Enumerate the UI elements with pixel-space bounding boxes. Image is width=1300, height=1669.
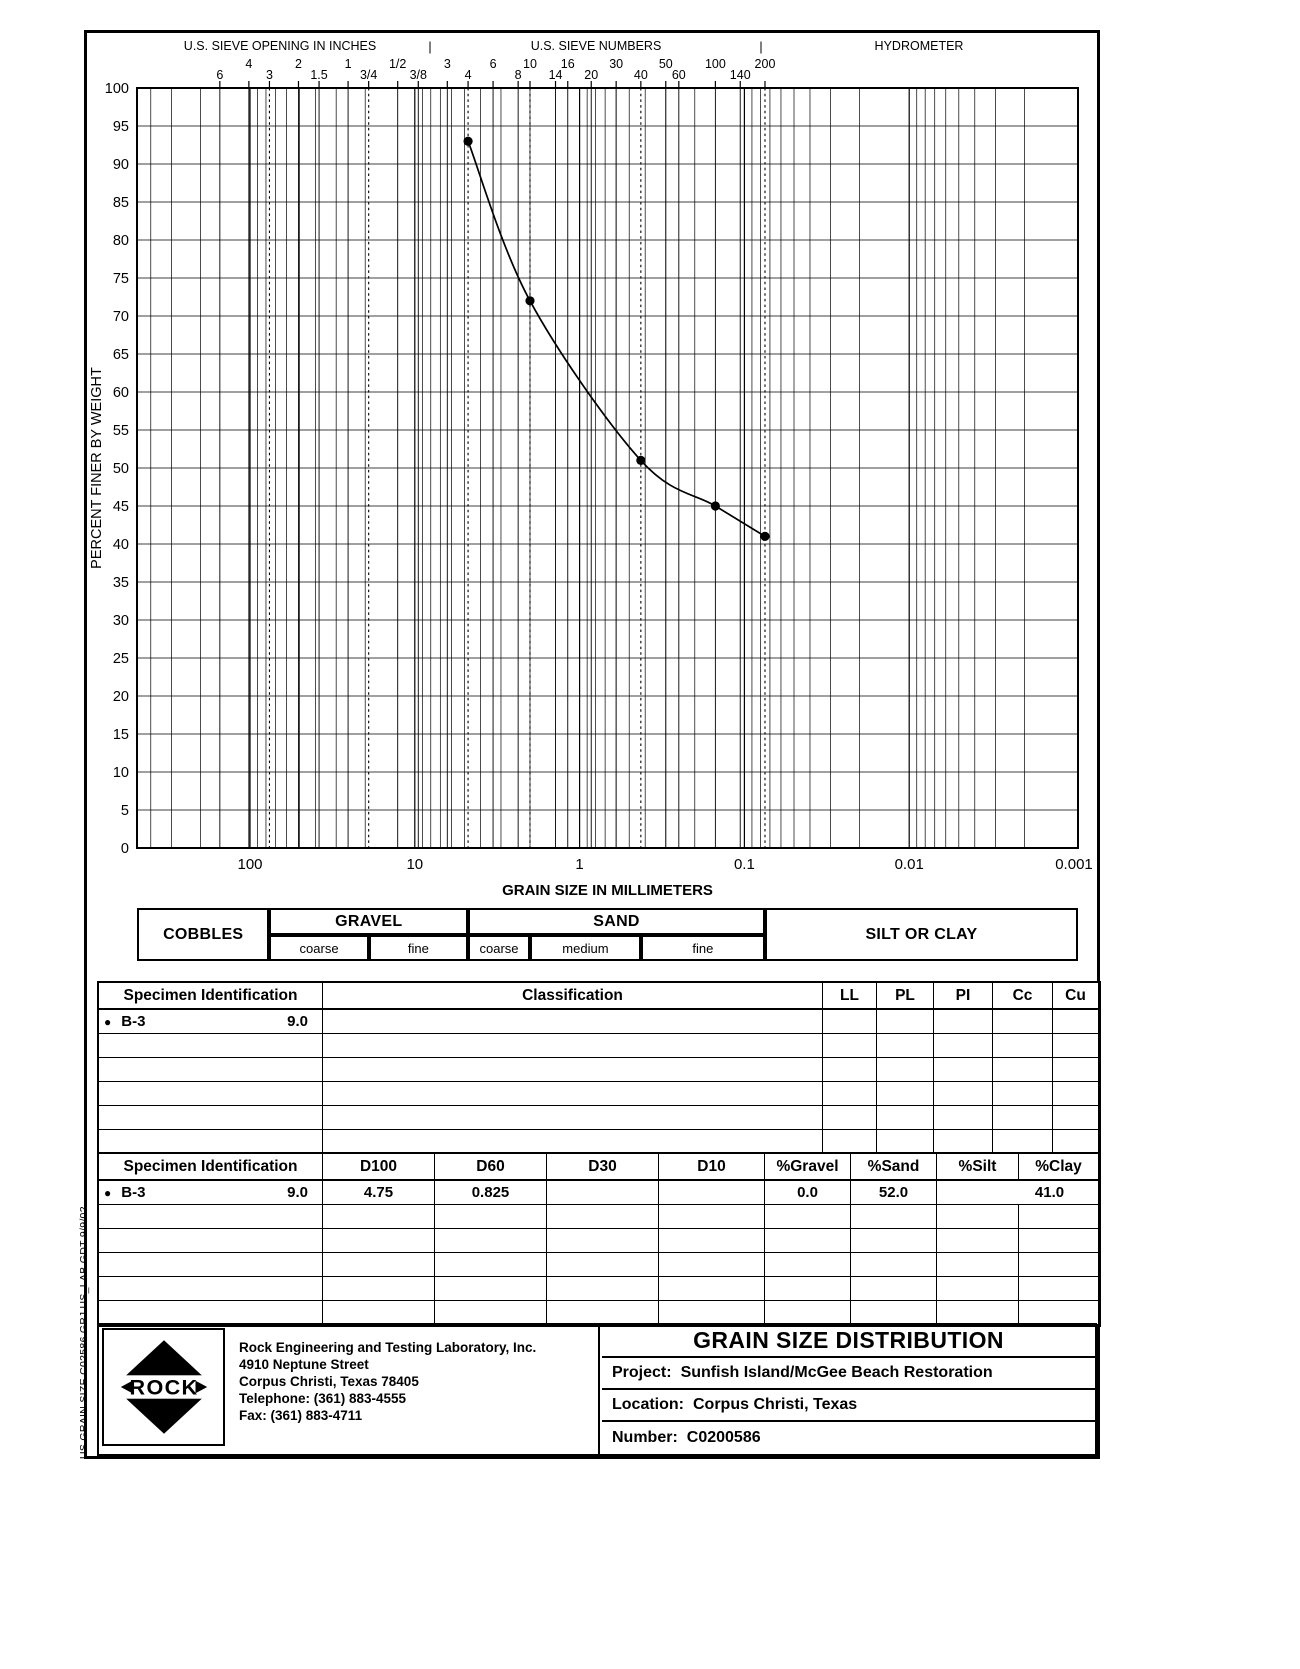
- empty-cell: [323, 1205, 435, 1229]
- empty-cell: [323, 1130, 823, 1154]
- sieve-label: 3/4: [359, 68, 378, 82]
- company-line-0: Rock Engineering and Testing Laboratory, Inc.: [239, 1340, 537, 1355]
- fraction-silt-clay: SILT OR CLAY: [765, 908, 1078, 961]
- empty-cell: [937, 1277, 1019, 1301]
- empty-cell: [659, 1253, 765, 1277]
- empty-cell: [547, 1205, 659, 1229]
- y-tick-label: 60: [112, 385, 129, 401]
- empty-cell: [877, 1058, 934, 1082]
- empty-cell: [323, 1106, 823, 1130]
- grain-size-chart: [87, 33, 1097, 905]
- header-cc: Cc: [993, 983, 1053, 1010]
- header-separator: |: [428, 40, 432, 54]
- specimen-marker-icon: ●: [104, 1014, 112, 1029]
- title-block: [602, 1325, 1095, 1454]
- cell-pl: [877, 1010, 934, 1034]
- specimen-id: B-3: [121, 1184, 146, 1201]
- empty-cell: [659, 1205, 765, 1229]
- header-pl: PL: [877, 983, 934, 1010]
- empty-cell: [435, 1253, 547, 1277]
- fraction-sand-coarse: coarse: [468, 935, 530, 961]
- empty-cell: [435, 1277, 547, 1301]
- y-tick-label: 35: [112, 575, 129, 591]
- empty-cell: [1053, 1130, 1099, 1154]
- file-reference-note: US GRAIN SIZE C02586.GPJ US_LAB.GDT 9/9/02: [78, 1206, 90, 1459]
- company-line-2: Corpus Christi, Texas 78405: [239, 1374, 419, 1389]
- sieve-label: 100: [704, 57, 726, 71]
- sieve-label: 10: [523, 57, 537, 71]
- empty-cell: [765, 1205, 851, 1229]
- empty-cell: [877, 1082, 934, 1106]
- y-tick-label: 90: [112, 157, 129, 173]
- empty-cell: [99, 1034, 323, 1058]
- header-separator: |: [759, 40, 763, 54]
- project-row: [602, 1358, 1095, 1390]
- number-value: C0200586: [686, 1428, 761, 1446]
- empty-cell: [934, 1082, 993, 1106]
- empty-cell: [435, 1205, 547, 1229]
- header-cu: Cu: [1053, 983, 1099, 1010]
- empty-cell: [323, 1058, 823, 1082]
- x-tick-label: 0.001: [1055, 856, 1093, 873]
- header-hydrometer: HYDROMETER: [874, 39, 964, 53]
- y-tick-label: 15: [112, 727, 129, 743]
- cell-silt-clay: 41.0: [937, 1181, 1099, 1205]
- sieve-label: 3/8: [409, 68, 427, 82]
- empty-cell: [1053, 1082, 1099, 1106]
- company-line-3: Telephone: (361) 883-4555: [239, 1391, 407, 1406]
- y-tick-label: 30: [112, 613, 129, 629]
- empty-cell: [99, 1058, 323, 1082]
- empty-cell: [1053, 1034, 1099, 1058]
- cell-cu: [1053, 1010, 1099, 1034]
- location-label: Location:: [612, 1396, 684, 1413]
- sieve-label: 30: [609, 57, 624, 71]
- rock-logo: [102, 1328, 225, 1446]
- x-tick-label: 1: [575, 856, 584, 873]
- cell-cc: [993, 1010, 1053, 1034]
- cell-gravel: 0.0: [765, 1181, 851, 1205]
- empty-cell: [937, 1205, 1019, 1229]
- sieve-label: 14: [548, 68, 563, 82]
- empty-cell: [1019, 1253, 1099, 1277]
- empty-cell: [99, 1253, 323, 1277]
- specimen-id-cell: [99, 1010, 323, 1034]
- fraction-gravel: GRAVEL: [269, 908, 468, 935]
- specimen-id: B-3: [121, 1013, 146, 1030]
- fraction-sand-medium: medium: [530, 935, 641, 961]
- fraction-gravel-coarse: coarse: [269, 935, 368, 961]
- empty-cell: [99, 1277, 323, 1301]
- empty-cell: [823, 1082, 877, 1106]
- specimen-depth: 9.0: [287, 1013, 308, 1030]
- empty-cell: [851, 1205, 937, 1229]
- header-d100: D100: [323, 1154, 435, 1181]
- sieve-label: 200: [754, 57, 776, 71]
- specimen-marker-icon: ●: [104, 1185, 112, 1200]
- classification-table: [97, 981, 1101, 1156]
- empty-cell: [1019, 1301, 1099, 1325]
- empty-cell: [765, 1253, 851, 1277]
- empty-cell: [435, 1229, 547, 1253]
- empty-cell: [1053, 1058, 1099, 1082]
- specimen-id-cell: [99, 1181, 323, 1205]
- x-tick-label: 0.01: [894, 856, 924, 873]
- cell-d60: 0.825: [435, 1181, 547, 1205]
- empty-cell: [659, 1301, 765, 1325]
- data-point: [760, 532, 769, 541]
- empty-cell: [323, 1253, 435, 1277]
- cell-sand: 52.0: [851, 1181, 937, 1205]
- y-tick-label: 100: [104, 81, 129, 97]
- number-row: [602, 1422, 1095, 1453]
- empty-cell: [877, 1034, 934, 1058]
- fraction-gravel-fine: fine: [369, 935, 468, 961]
- company-line-1: 4910 Neptune Street: [239, 1357, 369, 1372]
- header-ll: LL: [823, 983, 877, 1010]
- y-tick-label: 95: [112, 119, 129, 135]
- sieve-label: 8: [514, 68, 522, 82]
- empty-cell: [823, 1058, 877, 1082]
- empty-cell: [99, 1205, 323, 1229]
- empty-cell: [547, 1301, 659, 1325]
- y-tick-label: 70: [112, 309, 129, 325]
- sieve-label: 3: [265, 68, 273, 82]
- empty-cell: [547, 1277, 659, 1301]
- y-tick-label: 0: [120, 841, 129, 857]
- cell-ll: [823, 1010, 877, 1034]
- location-row: [602, 1390, 1095, 1422]
- fraction-cobbles: COBBLES: [137, 908, 269, 961]
- y-tick-label: 85: [112, 195, 129, 211]
- company-line-4: Fax: (361) 883-4711: [239, 1408, 363, 1423]
- empty-cell: [877, 1130, 934, 1154]
- specimen-depth: 9.0: [287, 1184, 308, 1201]
- empty-cell: [99, 1301, 323, 1325]
- y-tick-label: 45: [112, 499, 129, 515]
- empty-cell: [1019, 1229, 1099, 1253]
- cell-classification: [323, 1010, 823, 1034]
- header-specimen-identification: Specimen Identification: [99, 1154, 323, 1181]
- empty-cell: [1019, 1205, 1099, 1229]
- empty-cell: [1053, 1106, 1099, 1130]
- sieve-label: 40: [633, 68, 648, 82]
- empty-cell: [659, 1277, 765, 1301]
- empty-cell: [877, 1106, 934, 1130]
- empty-cell: [765, 1229, 851, 1253]
- y-tick-label: 20: [112, 689, 129, 705]
- company-address: [239, 1339, 536, 1424]
- empty-cell: [823, 1034, 877, 1058]
- y-tick-label: 55: [112, 423, 129, 439]
- sieve-label: 1/2: [388, 57, 407, 71]
- empty-cell: [1019, 1277, 1099, 1301]
- header-gravel: %Gravel: [765, 1154, 851, 1181]
- header-d60: D60: [435, 1154, 547, 1181]
- y-tick-label: 75: [112, 271, 129, 287]
- empty-cell: [993, 1106, 1053, 1130]
- empty-cell: [323, 1301, 435, 1325]
- empty-cell: [851, 1229, 937, 1253]
- header-d30: D30: [547, 1154, 659, 1181]
- sieve-label: 6: [489, 57, 497, 71]
- header-d10: D10: [659, 1154, 765, 1181]
- empty-cell: [99, 1130, 323, 1154]
- data-point: [636, 456, 645, 465]
- empty-cell: [934, 1058, 993, 1082]
- x-tick-label: 10: [406, 856, 424, 873]
- empty-cell: [323, 1034, 823, 1058]
- logo-text: ROCK: [129, 1374, 198, 1400]
- cell-d30: [547, 1181, 659, 1205]
- empty-cell: [937, 1301, 1019, 1325]
- empty-cell: [993, 1130, 1053, 1154]
- empty-cell: [993, 1034, 1053, 1058]
- header-specimen-identification: Specimen Identification: [99, 983, 323, 1010]
- empty-cell: [823, 1106, 877, 1130]
- empty-cell: [993, 1082, 1053, 1106]
- soil-fraction-bar: [87, 908, 1097, 961]
- sieve-label: 4: [464, 68, 472, 82]
- empty-cell: [937, 1229, 1019, 1253]
- sieve-label: 16: [560, 57, 575, 71]
- sieve-label: 2: [294, 57, 302, 71]
- data-point: [463, 137, 472, 146]
- empty-cell: [851, 1301, 937, 1325]
- empty-cell: [823, 1130, 877, 1154]
- empty-cell: [99, 1106, 323, 1130]
- y-tick-label: 40: [112, 537, 129, 553]
- location-value: Corpus Christi, Texas: [693, 1396, 858, 1413]
- sieve-label: 1.5: [310, 68, 328, 82]
- data-point: [525, 296, 534, 305]
- sieve-label: 140: [729, 68, 751, 82]
- sieve-label: 60: [671, 68, 686, 82]
- empty-cell: [99, 1082, 323, 1106]
- report-frame: [84, 30, 1100, 1459]
- sieve-label: 6: [216, 68, 224, 82]
- empty-cell: [934, 1130, 993, 1154]
- x-axis-title: GRAIN SIZE IN MILLIMETERS: [502, 882, 713, 899]
- cell-pi: [934, 1010, 993, 1034]
- header-pi: PI: [934, 983, 993, 1010]
- fraction-sand-fine: fine: [641, 935, 765, 961]
- empty-cell: [435, 1301, 547, 1325]
- empty-cell: [323, 1082, 823, 1106]
- sieve-label: 1: [344, 57, 352, 71]
- data-point: [711, 501, 720, 510]
- header-sand: %Sand: [851, 1154, 937, 1181]
- header-silt: %Silt: [937, 1154, 1019, 1181]
- number-label: Number:: [612, 1428, 678, 1446]
- y-tick-label: 10: [112, 765, 129, 781]
- empty-cell: [323, 1277, 435, 1301]
- header-sieve-inches: U.S. SIEVE OPENING IN INCHES: [183, 39, 377, 53]
- empty-cell: [547, 1229, 659, 1253]
- report-title: GRAIN SIZE DISTRIBUTION: [602, 1325, 1095, 1358]
- empty-cell: [851, 1253, 937, 1277]
- cell-d100: 4.75: [323, 1181, 435, 1205]
- empty-cell: [934, 1034, 993, 1058]
- y-tick-label: 5: [120, 803, 129, 819]
- empty-cell: [937, 1253, 1019, 1277]
- project-value: Sunfish Island/McGee Beach Restoration: [680, 1364, 993, 1381]
- empty-cell: [323, 1229, 435, 1253]
- rock-logo-graphic: [110, 1336, 218, 1438]
- sieve-label: 20: [584, 68, 599, 82]
- sieve-label: 4: [245, 57, 253, 71]
- sieve-label: 50: [658, 57, 673, 71]
- empty-cell: [934, 1106, 993, 1130]
- cell-d10: [659, 1181, 765, 1205]
- y-tick-label: 80: [112, 233, 129, 249]
- company-block: [99, 1325, 600, 1454]
- project-label: Project:: [612, 1364, 672, 1381]
- y-tick-label: 25: [112, 651, 129, 667]
- empty-cell: [99, 1229, 323, 1253]
- y-tick-label: 50: [112, 461, 129, 477]
- empty-cell: [851, 1277, 937, 1301]
- sieve-label: 3: [443, 57, 451, 71]
- header-clay: %Clay: [1019, 1154, 1099, 1181]
- empty-cell: [765, 1301, 851, 1325]
- y-tick-label: 65: [112, 347, 129, 363]
- header-sieve-numbers: U.S. SIEVE NUMBERS: [530, 39, 662, 53]
- empty-cell: [547, 1253, 659, 1277]
- empty-cell: [659, 1229, 765, 1253]
- x-tick-label: 0.1: [733, 856, 755, 873]
- empty-cell: [765, 1277, 851, 1301]
- fraction-sand: SAND: [468, 908, 765, 935]
- footer-block: [97, 1323, 1097, 1456]
- header-classification: Classification: [323, 983, 823, 1010]
- empty-cell: [993, 1058, 1053, 1082]
- gradation-table: [97, 1152, 1101, 1327]
- y-axis-title: PERCENT FINER BY WEIGHT: [89, 367, 105, 569]
- x-tick-label: 100: [237, 856, 263, 873]
